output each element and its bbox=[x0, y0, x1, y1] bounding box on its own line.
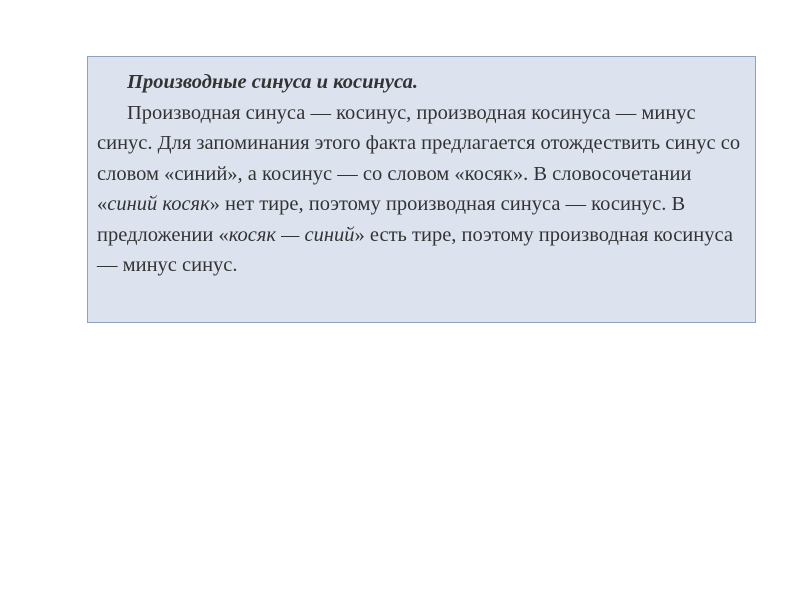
paragraph-text-1: Производная синуса — косинус, производная косинуса — минус синус. Для запоминания этого факта предлагается отождествить синус со словом «синий», а косинус — со словом «косяк». В словосочетании « bbox=[97, 101, 741, 215]
text-box bbox=[87, 56, 756, 323]
paragraph-italic-phrase-1: синий косяк bbox=[107, 193, 210, 215]
paragraph-text-2: » нет тире, поэтому производная синуса — косинус. В предложении « bbox=[97, 193, 686, 246]
paragraph-text-3: » есть тире, поэтому производная косинуса — минус синус. bbox=[97, 223, 733, 276]
body-paragraph bbox=[97, 98, 747, 281]
paragraph-italic-phrase-2: косяк — синий bbox=[228, 223, 355, 246]
slide-heading: Производные синуса и косинуса. bbox=[127, 71, 418, 93]
